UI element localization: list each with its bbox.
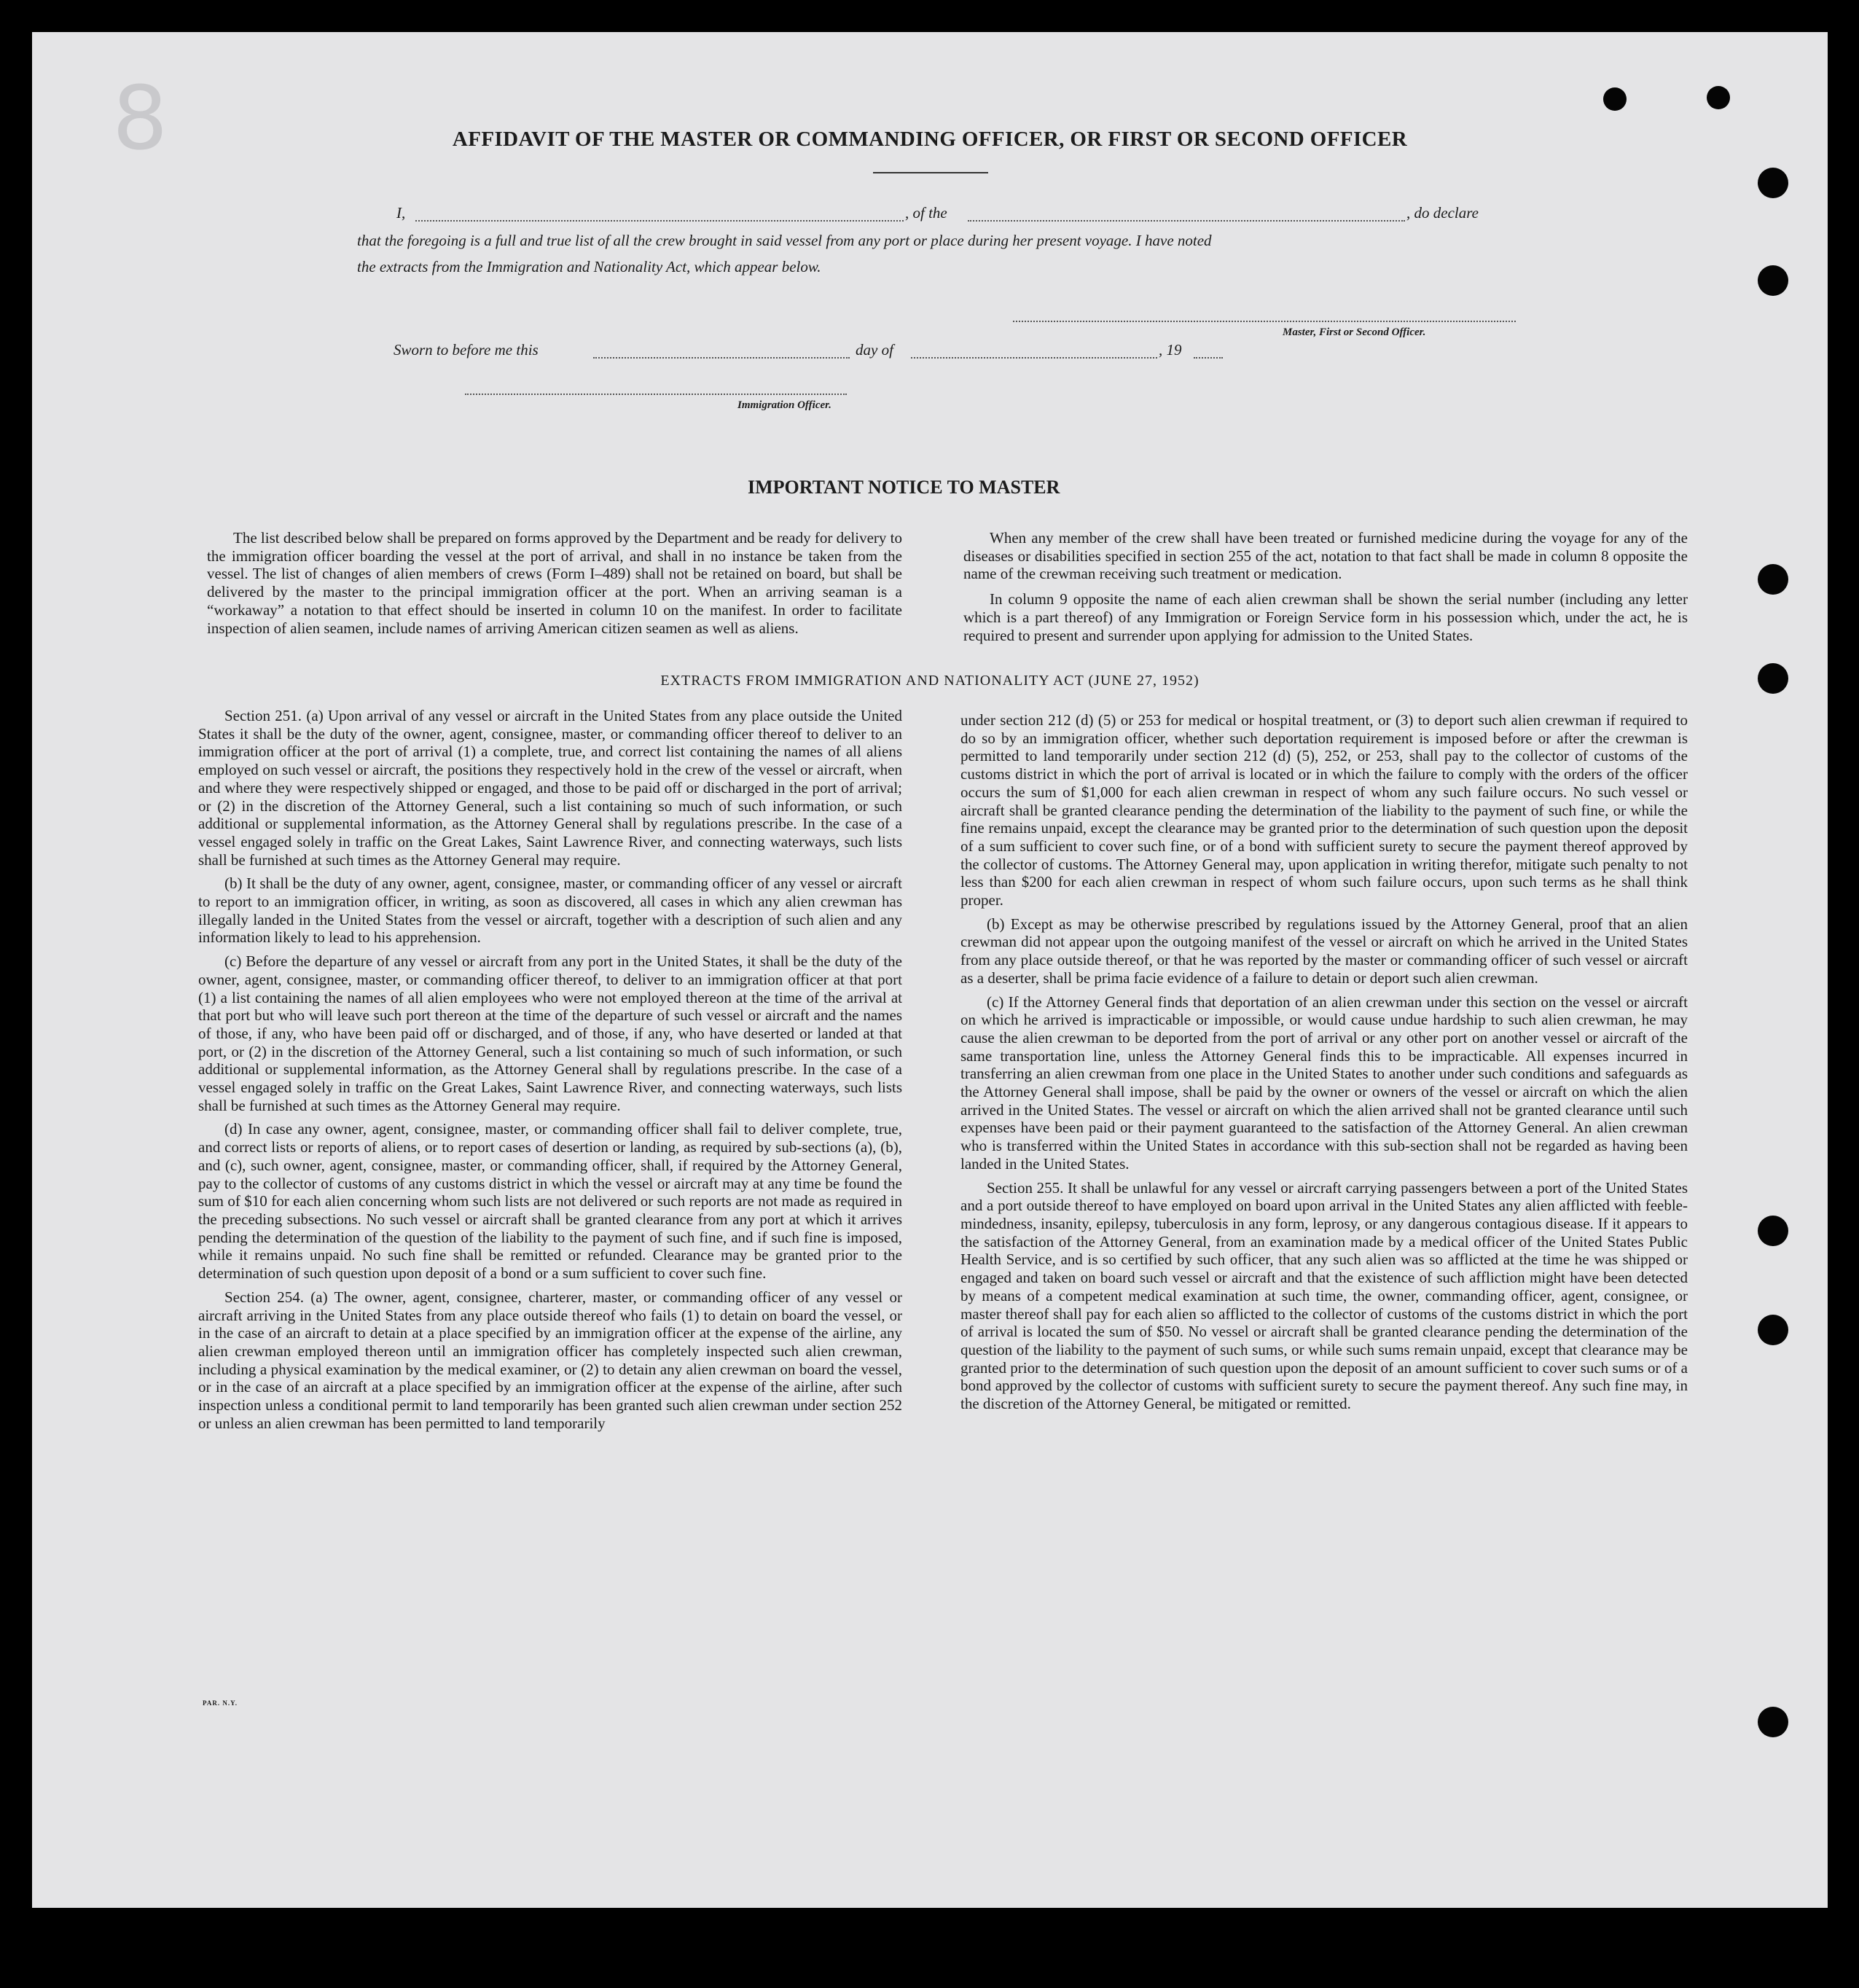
section-251-d: (d) In case any owner, agent, consignee, master, or commanding officer shall fail to deliver complete, true, and correct lists or reports of aliens, or to report cases of desertion or landing, as required by sub-sections (a), (b), and (c), such owner, agent, consignee, master, or commanding officer, shall, if required by the Attorney General, pay to the collector of customs of any customs district in which the vessel or aircraft may at any time be found the sum of $10 for each alien concerning whom such lists are not delivered or such reports are not made as required in the preceding subsections. No such vessel or aircraft shall be granted clearance from any port at which it arrives pending the determination of the question of the liability to the payment of such fine, and if such fine is imposed, while it remains unpaid. No such fine shall be remitted or refunded. Clearance may be granted prior to the determination of such question upon deposit of a bond or a sum sufficient to cover such fine. [198,1120,902,1283]
section-254-c: (c) If the Attorney General finds that deportation of an alien crewman under this section on the vessel or aircraft on which he arrived is impracticable or impossible, or would cause undue hardship to such alien crewman, he may cause the alien crewman to be deported from the port of arrival or any other port on another vessel or aircraft of the same transportation line, unless the Attorney General finds this to be impracticable. All expenses incurred in transferring an alien crewman from one place in the United States to another under such conditions and safeguards as the Attorney General shall impose, shall be paid by the owner or owners of the vessel or aircraft on which the alien arrived in the United States. The vessel or aircraft on which the alien arrived shall not be granted clearance until such expenses have been paid or their payment guaranteed to the satisfaction of the Attorney General. An alien crewman who is transferred within the United States in accordance with this sub-section shall not be regarded as having been landed in the United States. [960,993,1688,1173]
notice-title: IMPORTANT NOTICE TO MASTER [748,477,1060,498]
notice-left-paragraph: The list described below shall be prepared on forms approved by the Department and be ready for delivery to the immigration officer boarding the vessel at the port of arrival, and shall in no instance be taken from the vessel. The list of changes of alien members of crews (Form I–489) shall not be retained on board, but shall be delivered by the master to the principal immigration officer at the port. When an arriving seaman is a “workaway” a notation to that effect should be inserted in column 10 on the manifest. In order to facilitate inspection of alien seamen, include names of arriving American citizen seamen as well as aliens. [207,529,902,637]
affiant-name-field[interactable] [415,220,904,222]
day-of-label: day of [856,341,893,359]
declare-label: , do declare [1406,204,1479,222]
title-rule [873,172,988,173]
notice-right-paragraph-treatment: When any member of the crew shall have been treated or furnished medicine during the voyage for any of the diseases or disabilities specified in section 255 of the act, notation to that fact shall be made in column 8 opposite the name of the crewman receiving such treatment or medication. [963,529,1688,583]
printer-mark: PAR. N.Y. [203,1699,238,1707]
master-signature-caption: Master, First or Second Officer. [1283,326,1426,338]
affidavit-title: AFFIDAVIT OF THE MASTER OR COMMANDING OFFICER, OR FIRST OR SECOND OFFICER [452,128,1408,151]
punch-hole-icon [1758,564,1788,595]
extracts-left-column [198,707,902,1432]
sworn-day-field[interactable] [593,357,850,359]
extracts-title: EXTRACTS FROM IMMIGRATION AND NATIONALITY ACT (JUNE 27, 1952) [660,673,1199,689]
faint-page-number: 8 [112,69,168,170]
sworn-year-field[interactable] [1194,357,1223,359]
section-251-a: Section 251. (a) Upon arrival of any vessel or aircraft in the United States from any place outside the United States it shall be the duty of the owner, agent, consignee, master, or commanding officer thereof to deliver to an immigration officer at the port of arrival (1) a complete, true, and correct list containing the names of all aliens employed on such vessel or aircraft, the positions they respectively hold in the crew of the vessel or aircraft, when and where they were respectively shipped or engaged, and those to be paid off or discharged in the port of arrival; or (2) in the discretion of the Attorney General, such a list containing so much of such information, or such additional or supplemental information, as the Attorney General shall by regulations prescribe. In the case of a vessel engaged solely in traffic on the Great Lakes, Saint Lawrence River, and connecting waterways, such lists shall be furnished at such times as the Attorney General may require. [198,707,902,869]
section-255: Section 255. It shall be unlawful for any vessel or aircraft carrying passengers between a port of the United States and a port outside thereof to have employed on board upon arrival in the United States any alien afflicted with feeble-mindedness, insanity, epilepsy, tuberculosis in any form, leprosy, or any dangerous contagious disease. If it appears to the satisfaction of the Attorney General, from an examination made by a medical officer of the United States Public Health Service, and is so certified by such officer, that any such alien was so afflicted at the time he was shipped or engaged and taken on board such vessel or aircraft and that the existence of such affliction might have been detected by means of a competent medical examination at such time, the owner, commanding officer, agent, consignee, or master thereof shall pay for each alien so afflicted to the collector of customs of the customs district in which the port of arrival is located the sum of $50. No vessel or aircraft shall be granted clearance pending the determination of the question of the liability to the payment of such sums, or while such sums remain unpaid, except that clearance may be granted prior to the determination of such question upon the deposit of an amount sufficient to cover such sums or of a bond approved by the collector of customs with sufficient surety to secure the payment thereof. Any such fine may, in the discretion of the Attorney General, be mitigated or remitted. [960,1178,1688,1413]
section-254-b: (b) Except as may be otherwise prescribed by regulations issued by the Attorney General, proof that an alien crewman did not appear upon the outgoing manifest of the vessel or aircraft on which he arrived in the United States from any place outside thereof, or that he was reported by the master or commanding officer of such vessel or aircraft as a deserter, shall be prima facie evidence of a failure to detain or deport such alien crewman. [960,915,1688,987]
section-251-c: (c) Before the departure of any vessel or aircraft from any port in the United States, it shall be the duty of the owner, agent, consignee, master, or commanding officer thereof, to deliver to an immigration officer at that port (1) a list containing the names of all alien employees who were not employed thereon at the time of the arrival at that port but who will leave such port thereon at the time of the departure of such vessel or aircraft and the names of those, if any, who have been paid off or discharged, and of those, if any, who have deserted or landed at that port, or (2) in the discretion of the Attorney General, such a list containing so much of such information, or such additional or supplemental information, as the Attorney General shall by regulations prescribe. In the case of a vessel engaged solely in traffic on the Great Lakes, Saint Lawrence River, and connecting waterways, such lists shall be furnished at such times as the Attorney General may require. [198,952,902,1114]
affidavit-statement-continued: the extracts from the Immigration and Nationality Act, which appear below. [357,258,821,275]
section-251-b: (b) It shall be the duty of any owner, agent, consignee, master, or commanding officer of any vessel or aircraft to report to an immigration officer, in writing, as soon as discovered, all cases in which any alien crewman has illegally landed in the United States from the vessel or aircraft, together with a description of such alien and any information likely to lead to his apprehension. [198,874,902,947]
affidavit-statement: that the foregoing is a full and true list of all the crew brought in said vessel from any port or place during her present voyage. I have noted [357,232,1212,249]
punch-hole-icon [1758,1707,1788,1737]
of-the-label: , of the [905,204,947,222]
master-signature-line[interactable] [1013,321,1516,322]
affiant-label: I, [396,204,406,222]
section-254-a: Section 254. (a) The owner, agent, consignee, charterer, master, or commanding officer of any vessel or aircraft arriving in the United States from any place outside thereof who fails (1) to detain on board the vessel, or in the case of an aircraft to detain at a place specified by an immigration officer at the expense of the airline, any alien crewman employed thereon until an immigration officer has completely inspected such alien crewman, including a physical examination by the medical examiner, or (2) to detain any alien crewman on board the vessel, or in the case of an aircraft at a place specified by an immigration officer at the expense of the airline, after such inspection unless a conditional permit to land temporarily has been granted such alien crewman under section 252 or unless an alien crewman has been permitted to land temporarily [198,1288,902,1432]
punch-hole-icon [1707,86,1730,109]
section-254-a-continued: under section 212 (d) (5) or 253 for medical or hospital treatment, or (3) to deport such alien crewman if required to do so by an immigration officer, whether such deportation requirement is imposed before or after the crewman is permitted to land temporarily under section 212 (d) (5), 252, or 253, shall pay to the collector of customs of the customs district in which the port of arrival is located or in which the failure to comply with the orders of the officer occurs the sum of $1,000 for each alien crewman in respect of whom any such failure occurs. No such vessel or aircraft shall be granted clearance pending the determination of the liability to the payment of such fine, or while the fine remains unpaid, except the clearance may be granted prior to the determination of such question upon the deposit of a sum sufficient to cover such fine, or of a bond with sufficient surety to secure the payment thereof approved by the collector of customs. The Attorney General may, upon application in writing therefor, mitigate such penalty to not less than $200 for each alien crewman in respect of whom such failure occurs, upon such terms as he shall think proper. [960,711,1688,909]
notice-right-column [963,529,1688,644]
year-label: , 19 [1159,341,1182,359]
extracts-right-column [960,711,1688,1413]
sworn-label: Sworn to before me this [394,341,539,359]
immigration-officer-signature-line[interactable] [465,394,847,395]
document-page [32,32,1828,1908]
notice-right-paragraph-serial: In column 9 opposite the name of each alien crewman shall be shown the serial number (including any letter which is a part thereof) of any Immigration or Foreign Service form in his possession which, under the act, he is required to present and surrender upon applying for admission to the United States. [963,590,1688,644]
sworn-month-field[interactable] [911,357,1157,359]
punch-hole-icon [1758,1315,1788,1345]
punch-hole-icon [1758,265,1788,296]
notice-left-column [207,529,902,637]
punch-hole-icon [1758,168,1788,198]
punch-hole-icon [1603,87,1627,111]
immigration-officer-caption: Immigration Officer. [737,399,831,411]
punch-hole-icon [1758,1216,1788,1246]
vessel-name-field[interactable] [968,220,1405,222]
